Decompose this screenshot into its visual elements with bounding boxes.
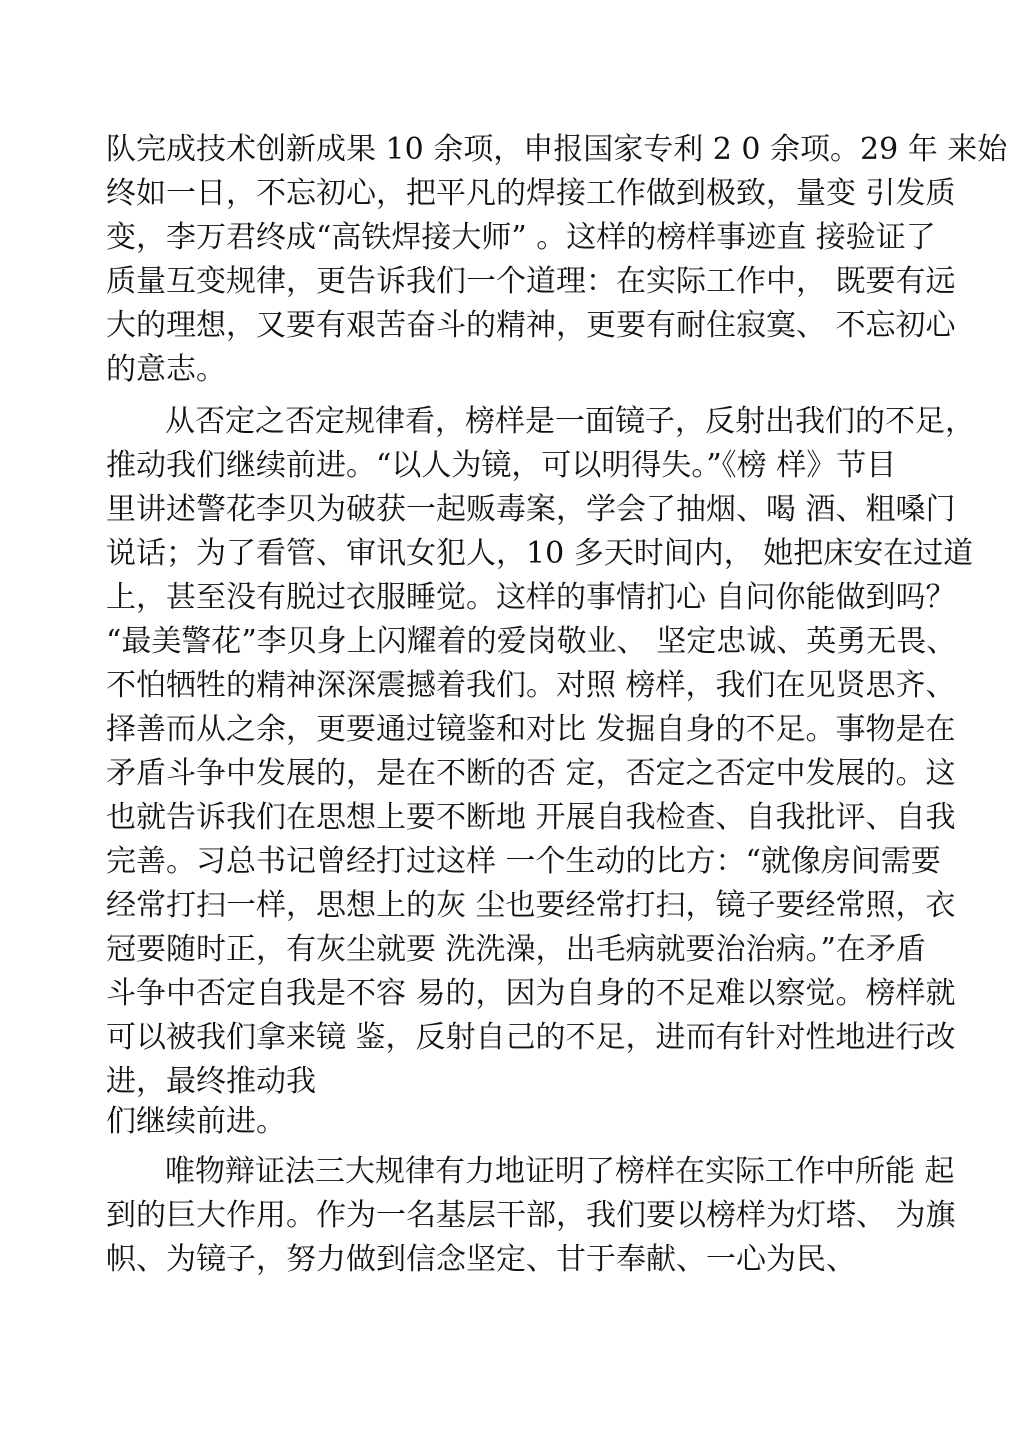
text-line: “最美警花”李贝身上闪耀着的爱岗敬业、 坚定忠诚、英勇无畏、 xyxy=(106,624,957,659)
text-line: 队完成技术创新成果 10 余项，申报国家专利 2 0 余项。29 年 来始 xyxy=(106,132,1008,167)
text-line: 可以被我们拿来镜 鉴，反射自己的不足，进而有针对性地进行改 xyxy=(106,1020,956,1055)
text-line: 择善而从之余，更要通过镜鉴和对比 发掘自身的不足。事物是在 xyxy=(106,712,956,747)
text-line: 完善。习总书记曾经打过这样 一个生动的比方：“就像房间需要 xyxy=(106,844,941,879)
text-line: 进，最终推动我 xyxy=(106,1064,316,1099)
text-line: 里讲述警花李贝为破获一起贩毒案，学会了抽烟、喝 酒、粗嗓门 xyxy=(106,492,956,527)
text-line: 斗争中否定自我是不容 易的，因为自身的不足难以察觉。榜样就 xyxy=(106,976,956,1011)
text-line: 不怕牺牲的精神深深震撼着我们。对照 榜样，我们在见贤思齐、 xyxy=(106,668,956,703)
text-line: 经常打扫一样，思想上的灰 尘也要经常打扫，镜子要经常照，衣 xyxy=(106,888,956,923)
paragraph-first-line: 从否定之否定规律看，榜样是一面镜子，反射出我们的不足， xyxy=(165,404,975,439)
text-line: 变，李万君终成“高铁焊接大师” 。这样的榜样事迹直 接验证了 xyxy=(106,220,936,255)
paragraph-first-line: 唯物辩证法三大规律有力地证明了榜样在实际工作中所能 起 xyxy=(165,1154,955,1189)
text-line: 大的理想，又要有艰苦奋斗的精神，更要有耐住寂寞、 不忘初心 xyxy=(106,308,956,343)
text-line: 也就告诉我们在思想上要不断地 开展自我检查、自我批评、自我 xyxy=(106,800,956,835)
text-line: 终如一日，不忘初心，把平凡的焊接工作做到极致，量变 引发质 xyxy=(106,176,956,211)
text-line: 质量互变规律，更告诉我们一个道理：在实际工作中， 既要有远 xyxy=(106,264,956,299)
text-line: 们继续前进。 xyxy=(106,1104,286,1139)
text-line: 推动我们继续前进。“以人为镜，可以明得失。”《榜 样》节目 xyxy=(106,448,897,483)
text-line: 到的巨大作用。作为一名基层干部，我们要以榜样为灯塔、 为旗 xyxy=(106,1198,956,1233)
text-line: 帜、为镜子，努力做到信念坚定、甘于奉献、一心为民、 xyxy=(106,1242,856,1277)
text-line: 的意志。 xyxy=(106,352,226,387)
text-line: 冠要随时正，有灰尘就要 洗洗澡，出毛病就要治治病。”在矛盾 xyxy=(106,932,926,967)
text-line: 上，甚至没有脱过衣服睡觉。这样的事情扪心 自问你能做到吗？ xyxy=(106,580,956,615)
text-line: 矛盾斗争中发展的，是在不断的否 定，否定之否定中发展的。这 xyxy=(106,756,956,791)
text-line: 说话；为了看管、审讯女犯人，10 多天时间内， 她把床安在过道 xyxy=(106,536,974,571)
